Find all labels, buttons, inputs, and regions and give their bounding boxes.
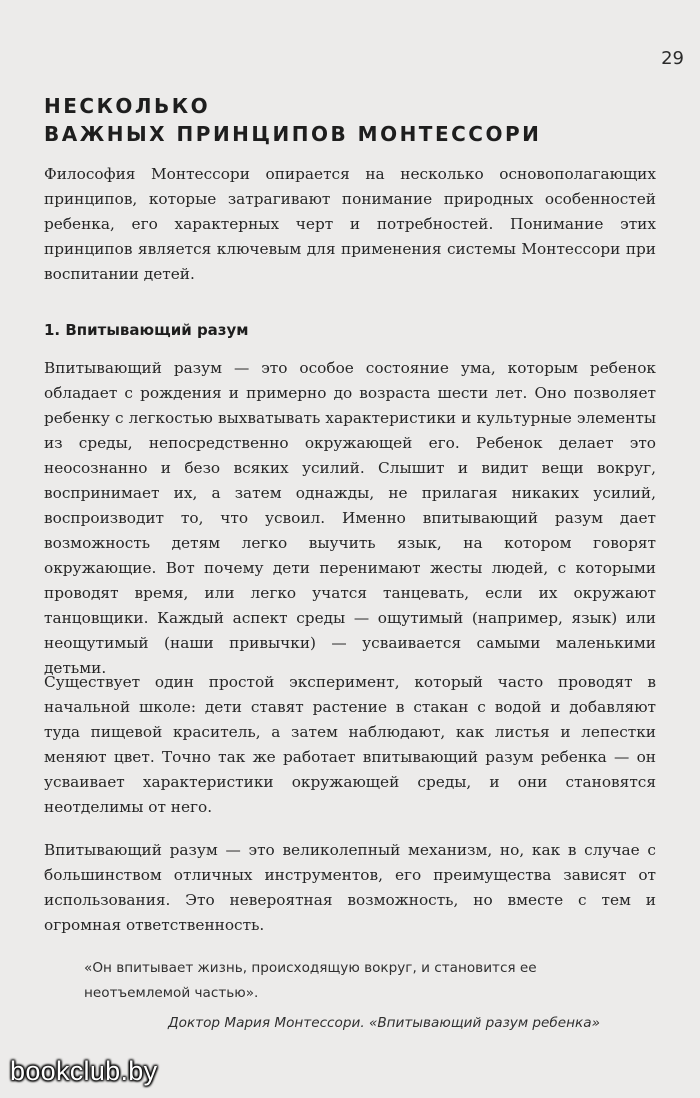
chapter-heading-line-1: НЕСКОЛЬКО bbox=[44, 94, 211, 118]
quote: «Он впитывает жизнь, происходящую вокруг, и становится ее неотъемлемой частью». bbox=[84, 960, 537, 1001]
page-number: 29 bbox=[661, 48, 684, 69]
body-paragraph-2: Существует один простой эксперимент, который часто проводят в начальной школе: дети ставят растение в стакан с водой и добавляют туда пищевой краситель, а затем наблюдают, как листья и лепестки меняют цвет. Точно так же работает впитывающий разум ребенка — он усваивает характеристики окружающей среды, и они становятся неотделимы от него. bbox=[44, 673, 656, 816]
chapter-heading bbox=[44, 92, 604, 148]
body-paragraph-1: Впитывающий разум — это особое состояние ума, которым ребенок обладает с рождения и примерно до возраста шести лет. Оно позволяет ребенку с легкостью выхватывать характеристики и культурные элементы из среды, непосредственно окружающей его. Ребенок делает это неосознанно и безо всяких усилий. Слышит и видит вещи вокруг, воспринимает их, а затем однажды, не прилагая никаких усилий, воспроизводит то, что усвоил. Именно впитывающий разум дает возможность детям легко выучить язык, на котором говорят окружающие. Вот почему дети перенимают жесты людей, с которыми проводят время, или легко учатся танцевать, если их окружают танцовщики. Каждый аспект среды — ощутимый (например, язык) или неощутимый (наши привычки) — усваивается самыми маленькими детьми. bbox=[44, 359, 656, 677]
intro-paragraph: Философия Монтессори опирается на несколько основополагающих принципов, которые затрагивают понимание природных особенностей ребенка, его характерных черт и потребностей. Понимание этих принципов является ключевым для применения системы Монтессори при воспитании детей. bbox=[44, 165, 656, 283]
chapter-heading-line-2: ВАЖНЫХ ПРИНЦИПОВ МОНТЕССОРИ bbox=[44, 122, 542, 146]
section-heading: 1. Впитывающий разум bbox=[44, 321, 249, 339]
body-paragraph-3: Впитывающий разум — это великолепный механизм, но, как в случае с большинством отличных инструментов, его преимущества зависят от использования. Это невероятная возможность, но вместе с тем и огромная ответственность. bbox=[44, 841, 656, 934]
quote-attribution: Доктор Мария Монтессори. «Впитывающий разум ребенка» bbox=[168, 1015, 600, 1031]
site-watermark: bookclub.by bbox=[10, 1056, 158, 1086]
